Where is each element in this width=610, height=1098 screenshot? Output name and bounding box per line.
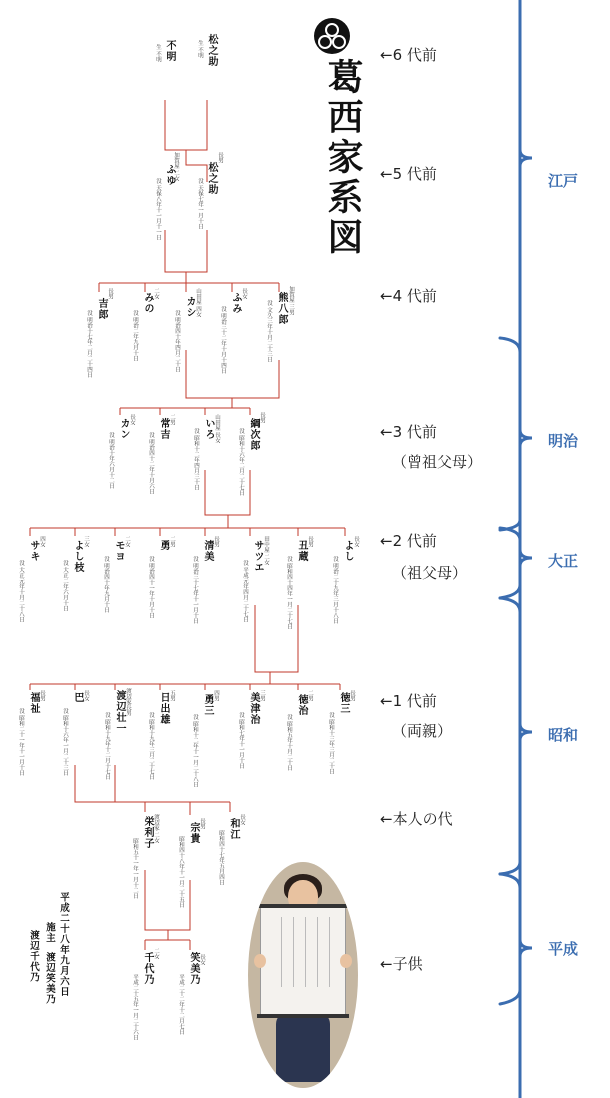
person-died: 没 明治十年六月十二日 <box>108 432 114 489</box>
person-name: 丑蔵 <box>296 540 307 562</box>
person-died: 没 文久三年十月二十三日 <box>266 300 272 363</box>
person-died: 没 明治三十七年十一月十日 <box>192 556 198 624</box>
person-relation: 長女 <box>241 288 247 299</box>
era-label-meiji: 明治 <box>548 432 579 450</box>
person-name: 笑美乃 <box>188 952 199 985</box>
person-name: モヨ <box>113 540 124 562</box>
person-relation: 山田屋 長女 <box>214 414 220 444</box>
person-born: 生 不明 <box>155 44 161 63</box>
person-relation: 渡辺家 二女 <box>153 814 159 844</box>
generation-label: ←5 代前 <box>380 165 437 183</box>
person-died: 没 昭和十二年四月三十日 <box>193 428 199 491</box>
person-died: 平成二十五年一月二十六日 <box>132 974 138 1040</box>
person-died: 没 昭和四十四年一月二十七日 <box>286 556 292 630</box>
person-relation: 加賀屋 二女 <box>173 152 179 182</box>
person-relation: 三女 <box>83 536 89 547</box>
person-name: 日出雄 <box>158 692 169 725</box>
person-name: サキ <box>28 540 39 562</box>
person-died: 没 昭和五年十月二十日 <box>286 714 292 771</box>
person-died: 没 明治十七年二月二十四日 <box>86 310 92 378</box>
person-name: 福祉 <box>28 692 39 714</box>
person-relation: 長男 <box>213 536 219 547</box>
person-died: 昭和四十七年五月四日 <box>218 830 224 885</box>
person-relation: 長女 <box>199 954 205 965</box>
person-name: カシ <box>184 296 195 318</box>
person-died: 没 昭和十九年三月二十七日 <box>148 712 154 780</box>
person-name: 栄利子 <box>142 816 153 849</box>
person-name: 勇三 <box>202 694 213 716</box>
person-died: 昭和五十一年一月十二日 <box>132 838 138 899</box>
person-relation: 長男 <box>199 818 205 829</box>
person-name: 松之助 <box>206 162 217 195</box>
person-name: 清美 <box>202 540 213 562</box>
person-died: 没 平成元年四月二十七日 <box>242 560 248 623</box>
person-relation: 二男 <box>169 536 175 547</box>
person-name: 綱次郎 <box>248 418 259 451</box>
generation-label: ←2 代前 <box>380 532 437 550</box>
person-name: 和江 <box>228 818 239 840</box>
generation-label: ←4 代前 <box>380 287 437 305</box>
person-name: 巴 <box>72 692 83 703</box>
person-relation: 長女 <box>239 814 245 825</box>
person-relation: 田中屋 二女 <box>263 536 269 566</box>
person-died: 没 昭和十二年十一月二十八日 <box>192 714 198 788</box>
person-relation: 長男 <box>107 288 113 299</box>
person-died: 昭和四十八年十一月二十五日 <box>178 836 184 908</box>
person-name: ふゆ <box>164 164 175 186</box>
person-name: ふみ <box>230 292 241 314</box>
person-relation: 渡辺家長男 <box>125 688 131 716</box>
person-name: サツエ <box>252 540 263 573</box>
person-died: 没 明治四十一年十月十日 <box>148 556 154 619</box>
person-relation: 加賀屋 三男 <box>288 286 294 316</box>
person-name: 宗貴 <box>188 822 199 844</box>
generation-label: ←本人の代 <box>380 810 453 828</box>
person-name: 吉郎 <box>96 298 107 320</box>
person-died: 没 昭和十三年三月二十日 <box>328 712 334 775</box>
person-died: 没 昭和二十一年十一月十日 <box>18 708 24 776</box>
era-label-showa: 昭和 <box>548 726 579 744</box>
person-relation: 長男 <box>349 690 355 701</box>
person-relation: 長女 <box>129 414 135 425</box>
era-label-heisei: 平成 <box>548 940 579 958</box>
person-died: 没 明治四十年九月十日 <box>103 556 109 613</box>
person-name: 美津治 <box>248 692 259 725</box>
era-label-taisho: 大正 <box>548 552 579 570</box>
person-name: カン <box>118 418 129 440</box>
person-died: 没 大正二年六月十日 <box>62 560 68 612</box>
person-relation: 二男 <box>307 690 313 701</box>
person-relation: 山田屋 四女 <box>195 288 201 318</box>
generation-sublabel: （曾祖父母） <box>392 453 483 471</box>
person-relation: 長男 <box>259 412 265 423</box>
person-relation: 三男 <box>259 690 265 701</box>
person-relation: 四女 <box>39 536 45 547</box>
person-name: 不明 <box>164 40 175 62</box>
person-died: 没 明治四十年四月二十日 <box>174 310 180 373</box>
person-relation: 二女 <box>124 536 130 547</box>
generation-sublabel: （両親） <box>392 722 453 740</box>
person-died: 没 昭和十六年一月二十三日 <box>62 708 68 776</box>
generation-label: ←3 代前 <box>380 423 437 441</box>
person-name: 勇 <box>158 540 169 551</box>
person-died: 没 昭和十六年二月二十七日 <box>238 428 244 496</box>
person-relation: 長女 <box>353 536 359 547</box>
person-relation: 二女 <box>153 948 159 959</box>
era-label-edo: 江戸 <box>548 172 579 190</box>
person-name: 渡辺壮一 <box>114 690 125 734</box>
person-died: 平成二十二年十二月七日 <box>178 974 184 1035</box>
generation-label: ←6 代前 <box>380 46 437 64</box>
person-name: みの <box>142 292 153 314</box>
person-relation: 五男 <box>169 690 175 701</box>
generation-label: ←1 代前 <box>380 692 437 710</box>
page-title: 葛西家系図 <box>322 58 364 258</box>
person-relation: 長男 <box>217 152 223 163</box>
footer-author-label: 施主 <box>44 922 55 943</box>
person-relation: 長男 <box>39 690 45 701</box>
person-name: 熊八郎 <box>276 292 287 325</box>
generation-sublabel: （祖父母） <box>392 564 468 582</box>
person-died: 生 不明 <box>197 40 203 59</box>
person-relation: 長女 <box>83 690 89 701</box>
person-relation: 二女 <box>153 288 159 299</box>
person-name: よし枝 <box>72 540 83 573</box>
footer-author-1: 渡辺笑美乃 <box>44 952 55 1005</box>
person-name: よし <box>342 540 353 562</box>
person-died: 没 明治三十二年十月十四日 <box>220 306 226 374</box>
person-relation: 二男 <box>169 414 175 425</box>
person-relation: 長男 <box>307 536 313 547</box>
person-name: いろ <box>203 418 214 440</box>
footer-author-2: 渡辺千代乃 <box>28 930 39 983</box>
generation-label: ←子供 <box>380 955 423 973</box>
person-name: 常吉 <box>158 418 169 440</box>
person-died: 没 昭和十九年十二月十七日 <box>104 712 110 780</box>
person-relation: 四男 <box>213 690 219 701</box>
person-died: 没 天保七年一月十日 <box>197 178 203 230</box>
person-name: 徳治 <box>296 694 307 716</box>
person-died: 没 昭和七年十一月十日 <box>238 712 244 769</box>
person-name: 松之助 <box>206 34 217 67</box>
person-died: 没 大正元年十月二十八日 <box>18 560 24 623</box>
person-name: 千代乃 <box>142 952 153 985</box>
person-died: 没 明治二十九年三月十八日 <box>332 556 338 624</box>
person-name: 徳三 <box>338 692 349 714</box>
footer-date: 平成二十八年九月六日 <box>58 892 69 997</box>
person-died: 没 明治二年九月十日 <box>132 310 138 362</box>
person-died: 没 明治四十二年十月六日 <box>148 432 154 495</box>
person-died: 没 天保八年十一月十一日 <box>155 178 161 241</box>
